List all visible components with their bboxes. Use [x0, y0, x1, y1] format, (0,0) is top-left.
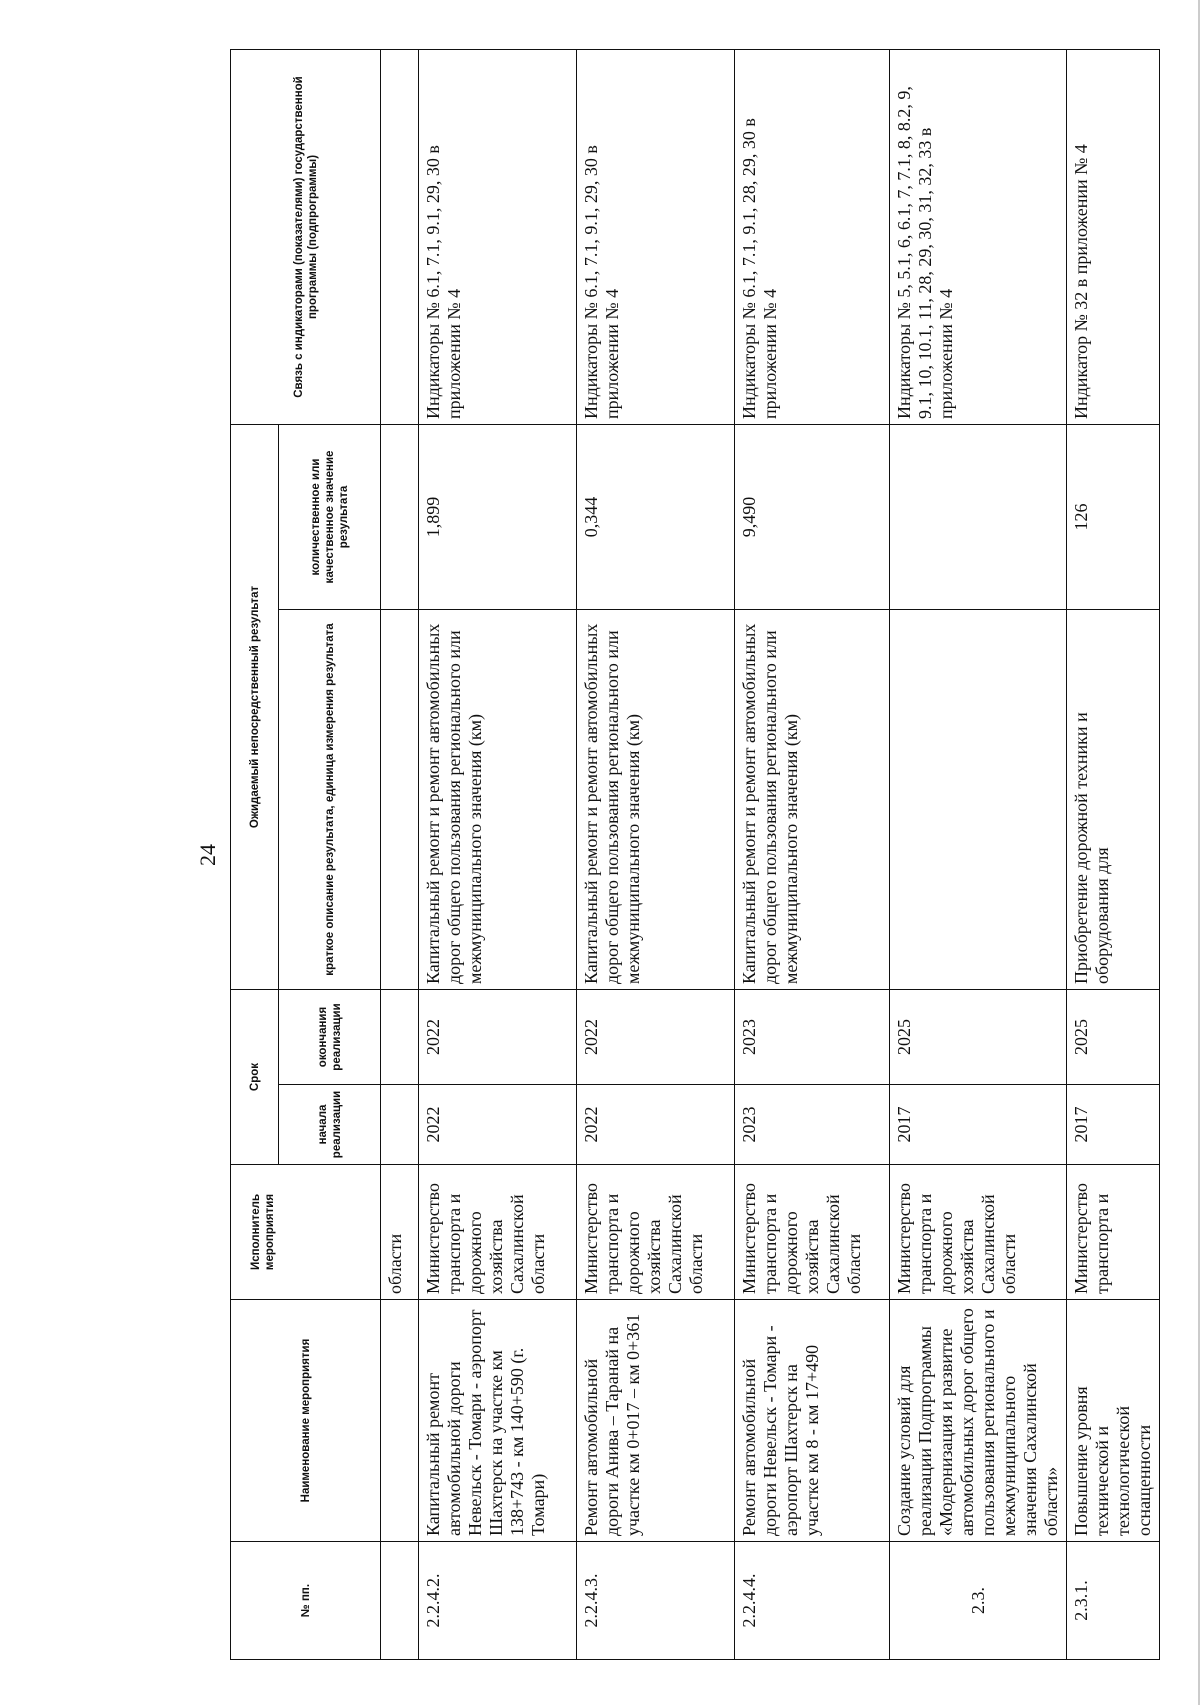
cell-link [381, 49, 419, 424]
cell-value: 9,490 [735, 424, 890, 609]
header-term-start: начала реализации [279, 1085, 381, 1165]
table-row [577, 49, 735, 1659]
cell-executor: Министерство транспорта и дорожного хозяйства Сахалинской области [890, 1165, 1067, 1300]
cell-end: 2022 [577, 990, 735, 1085]
cell-name: Создание условий для реализации Подпрограммы «Модернизация и развитие автомобильных дорог общего пользования регионального и межмуниципального значения Сахалинской области» [890, 1300, 1067, 1542]
cell-value: 0,344 [577, 424, 735, 609]
cell-start: 2017 [890, 1085, 1067, 1165]
header-result-desc: краткое описание результата, единица измерения результата [279, 610, 381, 990]
rotated-table-sheet [185, 50, 1154, 1660]
cell-value: 1,899 [419, 424, 577, 609]
cell-num: 2.2.4.4. [735, 1542, 890, 1660]
cell-value [890, 424, 1067, 609]
cell-desc: Капитальный ремонт и ремонт автомобильных дорог общего пользования регионального или межмуниципального значения (км) [577, 610, 735, 990]
header-num: № пп. [231, 1542, 381, 1660]
cell-executor: Министерство транспорта и дорожного хозяйства Сахалинской области [577, 1165, 735, 1300]
cell-num [381, 1542, 419, 1660]
table-row [890, 49, 1067, 1659]
header-term-end: окончания реализации [279, 990, 381, 1085]
cell-end: 2025 [1067, 990, 1160, 1085]
cell-link: Индикаторы № 6.1, 7.1, 9.1, 29, 30 в приложении № 4 [419, 49, 577, 424]
cell-end: 2023 [735, 990, 890, 1085]
activities-table [230, 49, 1160, 1660]
table-row [419, 49, 577, 1659]
cell-link: Индикаторы № 6.1, 7.1, 9.1, 28, 29, 30 в приложении № 4 [735, 49, 890, 424]
header-result: Ожидаемый непосредственный результат [231, 424, 279, 989]
table-row [735, 49, 890, 1659]
cell-name: Повышение уровня технической и технологической оснащенности [1067, 1300, 1160, 1542]
cell-link: Индикаторы № 6.1, 7.1, 9.1, 29, 30 в приложении № 4 [577, 49, 735, 424]
cell-num: 2.3. [890, 1542, 1067, 1660]
cell-link: Индикатор № 32 в приложении № 4 [1067, 49, 1160, 424]
cell-desc: Капитальный ремонт и ремонт автомобильных дорог общего пользования регионального или межмуниципального значения (км) [419, 610, 577, 990]
cell-name: Ремонт автомобильной дороги Невельск - Томари - аэропорт Шахтерск на участке км 8 - км 17+490 [735, 1300, 890, 1542]
cell-start: 2023 [735, 1085, 890, 1165]
cell-desc [890, 610, 1067, 990]
page-number: 24 [195, 844, 220, 866]
cell-desc: Капитальный ремонт и ремонт автомобильных дорог общего пользования регионального или межмуниципального значения (км) [735, 610, 890, 990]
cell-num: 2.2.4.3. [577, 1542, 735, 1660]
cell-value: 126 [1067, 424, 1160, 609]
table-row [381, 49, 419, 1659]
cell-start [381, 1085, 419, 1165]
header-executor: Исполнитель мероприятия [231, 1165, 381, 1300]
cell-end [381, 990, 419, 1085]
header-name: Наименование мероприятия [231, 1300, 381, 1542]
header-result-value: количественное или качественное значение результата [279, 424, 381, 609]
cell-start: 2022 [577, 1085, 735, 1165]
cell-end: 2025 [890, 990, 1067, 1085]
cell-start: 2017 [1067, 1085, 1160, 1165]
cell-executor: области [381, 1165, 419, 1300]
cell-executor: Министерство транспорта и дорожного хозяйства Сахалинской области [419, 1165, 577, 1300]
cell-executor: Министерство транспорта и [1067, 1165, 1160, 1300]
cell-desc [381, 610, 419, 990]
cell-start: 2022 [419, 1085, 577, 1165]
cell-end: 2022 [419, 990, 577, 1085]
cell-link: Индикаторы № 5, 5.1, 6, 6.1, 7, 7.1, 8, 8.2, 9, 9.1, 10, 10.1, 11, 28, 29, 30, 31, 32, 33 в приложении № 4 [890, 49, 1067, 424]
table-row [1067, 49, 1160, 1659]
cell-name: Капитальный ремонт автомобильной дороги Невельск - Томари - аэропорт Шахтерск на участке км 138+743 - км 140+590 (г. Томари) [419, 1300, 577, 1542]
header-term: Срок [231, 990, 279, 1165]
cell-value [381, 424, 419, 609]
header-link: Связь с индикаторами (показателями) государственной программы (подпрограммы) [231, 49, 381, 424]
cell-executor: Министерство транспорта и дорожного хозяйства Сахалинской области [735, 1165, 890, 1300]
cell-desc: Приобретение дорожной техники и оборудования для [1067, 610, 1160, 990]
cell-name [381, 1300, 419, 1542]
cell-num: 2.2.4.2. [419, 1542, 577, 1660]
cell-num: 2.3.1. [1067, 1542, 1160, 1660]
cell-name: Ремонт автомобильной дороги Анива – Таранай на участке км 0+017 – км 0+361 [577, 1300, 735, 1542]
